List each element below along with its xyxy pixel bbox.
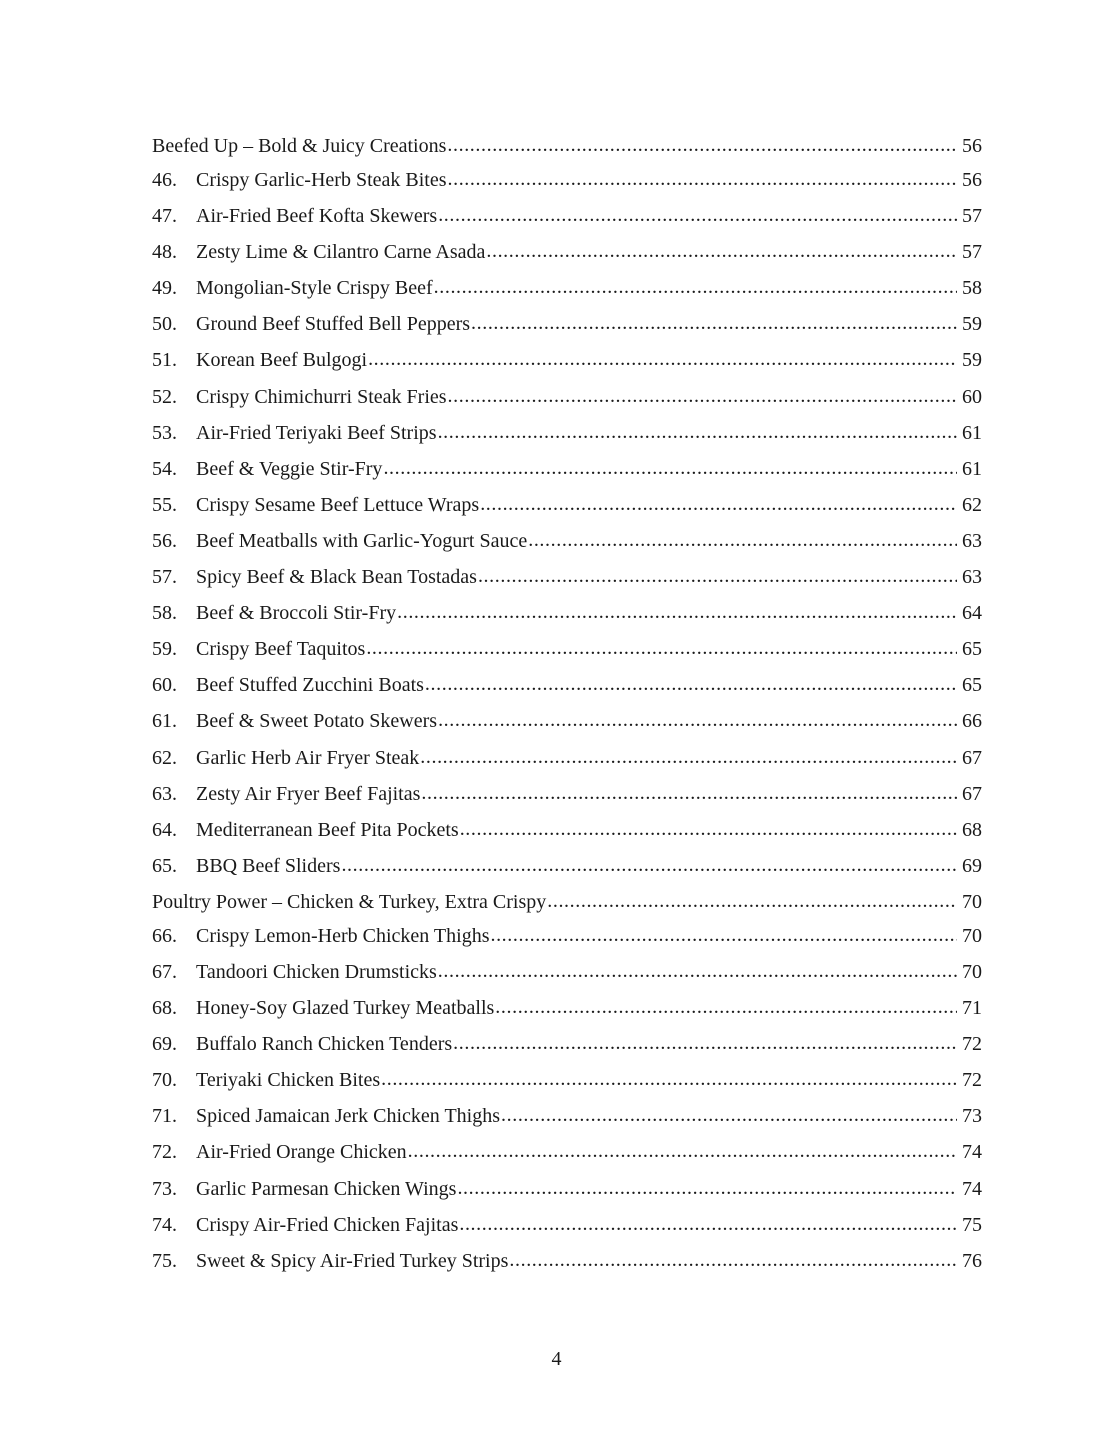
toc-entry-number: 55. (152, 493, 177, 516)
dot-leader (383, 450, 957, 486)
toc-page-number: 58 (962, 277, 982, 300)
toc-entry-number: 56. (152, 529, 177, 552)
dot-leader (448, 161, 958, 197)
toc-entry[interactable] (152, 306, 982, 342)
toc-entry-number: 66. (152, 924, 177, 947)
toc-entry-number: 69. (152, 1033, 177, 1056)
toc-entry[interactable] (152, 776, 982, 812)
toc-page-number: 67 (962, 746, 982, 769)
toc-page-number: 76 (962, 1249, 982, 1272)
toc-entry[interactable] (152, 703, 982, 739)
toc-entry[interactable] (152, 1026, 982, 1062)
dot-leader (480, 486, 957, 522)
dot-leader (368, 341, 957, 377)
toc-entry-number: 71. (152, 1105, 177, 1128)
toc-entry-number: 61. (152, 710, 177, 733)
toc-entry[interactable] (152, 990, 982, 1026)
toc-page-number: 65 (962, 638, 982, 661)
toc-page-number: 56 (962, 135, 982, 157)
toc-page-number: 74 (962, 1177, 982, 1200)
toc-entry-number: 70. (152, 1069, 177, 1092)
dot-leader (434, 269, 957, 305)
toc-entry-title: Beef & Sweet Potato Skewers (196, 710, 438, 733)
toc-page-number: 75 (962, 1213, 982, 1236)
toc-page-number: 70 (962, 890, 982, 913)
toc-entry[interactable] (152, 1171, 982, 1207)
toc-entry[interactable] (152, 848, 982, 884)
toc-entry-number: 57. (152, 566, 177, 589)
toc-entry-number: 58. (152, 602, 177, 625)
toc-entry-title: Crispy Lemon-Herb Chicken Thighs (196, 924, 490, 947)
toc-entry-number: 51. (152, 349, 177, 372)
toc-entry[interactable] (152, 1098, 982, 1134)
toc-entry-title: Honey-Soy Glazed Turkey Meatballs (196, 997, 495, 1020)
toc-entry[interactable] (152, 487, 982, 523)
toc-entry-number: 48. (152, 241, 177, 264)
dot-leader (457, 1170, 957, 1206)
dot-leader (501, 1097, 957, 1133)
toc-entry[interactable] (152, 342, 982, 378)
toc-page-number: 70 (962, 960, 982, 983)
dot-leader (448, 378, 957, 414)
toc-entry-title: Spiced Jamaican Jerk Chicken Thighs (196, 1105, 501, 1128)
dot-leader (509, 1242, 957, 1278)
toc-entry-title: Buffalo Ranch Chicken Tenders (196, 1033, 453, 1056)
toc-page-number: 69 (962, 854, 982, 877)
toc-entry-title: Garlic Parmesan Chicken Wings (196, 1177, 457, 1200)
toc-entry-number: 54. (152, 457, 177, 480)
toc-entry-title: Garlic Herb Air Fryer Steak (196, 746, 420, 769)
toc-entry-title: Ground Beef Stuffed Bell Peppers (196, 313, 471, 336)
toc-entry[interactable] (152, 1134, 982, 1170)
toc-entry-title: Crispy Air-Fried Chicken Fajitas (196, 1213, 459, 1236)
toc-entry-number: 63. (152, 782, 177, 805)
toc-entry-number: 47. (152, 205, 177, 228)
dot-leader (381, 1061, 957, 1097)
toc-entry-number: 72. (152, 1141, 177, 1164)
toc-entry[interactable] (152, 162, 982, 198)
toc-entry-title: Beef Stuffed Zucchini Boats (196, 674, 424, 697)
toc-page-number: 74 (962, 1141, 982, 1164)
toc-entry-title: Zesty Lime & Cilantro Carne Asada (196, 241, 486, 264)
dot-leader (425, 666, 957, 702)
toc-entry-title: Teriyaki Chicken Bites (196, 1069, 381, 1092)
toc-page-number: 72 (962, 1033, 982, 1056)
toc-entry-number: 74. (152, 1213, 177, 1236)
toc-entry-number: 62. (152, 746, 177, 769)
toc-entry-title: Air-Fried Teriyaki Beef Strips (196, 421, 437, 444)
dot-leader (486, 233, 957, 269)
dot-leader (397, 594, 957, 630)
toc-page-number: 66 (962, 710, 982, 733)
toc-page-number: 65 (962, 674, 982, 697)
toc-entry[interactable] (152, 234, 982, 270)
toc-entry-number: 68. (152, 997, 177, 1020)
dot-leader (438, 702, 957, 738)
toc-entry-title: Tandoori Chicken Drumsticks (196, 960, 437, 983)
toc-entry[interactable] (152, 812, 982, 848)
toc-entry[interactable] (152, 523, 982, 559)
dot-leader (460, 811, 957, 847)
toc-entry-number: 46. (152, 169, 177, 191)
toc-entry[interactable] (152, 379, 982, 415)
toc-page-number: 61 (962, 421, 982, 444)
toc-page-number: 68 (962, 818, 982, 841)
dot-leader (408, 1133, 957, 1169)
toc-entry[interactable] (152, 415, 982, 451)
toc-section-heading[interactable] (152, 128, 982, 162)
toc-entry-title: Korean Beef Bulgogi (196, 349, 368, 372)
toc-entry-number: 64. (152, 818, 177, 841)
toc-entry-title: Air-Fried Beef Kofta Skewers (196, 205, 438, 228)
toc-entry-number: 67. (152, 960, 177, 983)
toc-page-number: 57 (962, 241, 982, 264)
toc-entry-title: Beef & Veggie Stir-Fry (196, 457, 383, 480)
toc-page-number: 57 (962, 205, 982, 228)
toc-entry[interactable] (152, 559, 982, 595)
toc-page-number: 61 (962, 457, 982, 480)
dot-leader (490, 917, 957, 953)
toc-entry-title: BBQ Beef Sliders (196, 854, 341, 877)
toc-entry-title: Mongolian-Style Crispy Beef (196, 277, 433, 300)
toc-entry-title: Mediterranean Beef Pita Pockets (196, 818, 459, 841)
toc-entry[interactable] (152, 631, 982, 667)
toc-entry[interactable] (152, 1062, 982, 1098)
toc-entry-number: 50. (152, 313, 177, 336)
dot-leader (366, 630, 957, 666)
dot-leader (547, 883, 957, 919)
dot-leader (438, 197, 957, 233)
dot-leader (438, 414, 957, 450)
toc-entry-title: Spicy Beef & Black Bean Tostadas (196, 566, 477, 589)
toc-section-heading[interactable] (152, 884, 982, 918)
toc-entry[interactable] (152, 667, 982, 703)
dot-leader (471, 305, 957, 341)
dot-leader (459, 1206, 957, 1242)
page-number: 4 (551, 1348, 562, 1370)
toc-page-number: 56 (962, 169, 982, 191)
toc-entry[interactable] (152, 198, 982, 234)
toc-page-number: 59 (962, 313, 982, 336)
toc-entry[interactable] (152, 740, 982, 776)
dot-leader (447, 127, 957, 163)
toc-page-number: 67 (962, 782, 982, 805)
toc-entry-title: Crispy Sesame Beef Lettuce Wraps (196, 493, 480, 516)
table-of-contents (152, 128, 982, 1279)
dot-leader (421, 775, 957, 811)
toc-entry[interactable] (152, 270, 982, 306)
toc-entry-title: Crispy Chimichurri Steak Fries (196, 385, 447, 408)
toc-entry[interactable] (152, 1207, 982, 1243)
toc-section-title: Beefed Up – Bold & Juicy Creations (152, 135, 447, 157)
dot-leader (438, 953, 957, 989)
toc-entry-title: Crispy Beef Taquitos (196, 638, 366, 661)
toc-entry-number: 53. (152, 421, 177, 444)
toc-entry-number: 59. (152, 638, 177, 661)
toc-page-number: 60 (962, 385, 982, 408)
toc-page-number: 59 (962, 349, 982, 372)
toc-entry[interactable] (152, 595, 982, 631)
dot-leader (453, 1025, 957, 1061)
toc-entry-number: 52. (152, 385, 177, 408)
toc-entry-title: Sweet & Spicy Air-Fried Turkey Strips (196, 1249, 509, 1272)
dot-leader (341, 847, 957, 883)
toc-page-number: 64 (962, 602, 982, 625)
toc-section-title: Poultry Power – Chicken & Turkey, Extra Crispy (152, 890, 547, 913)
toc-entry[interactable] (152, 918, 982, 954)
toc-entry-number: 73. (152, 1177, 177, 1200)
toc-page-number: 71 (962, 997, 982, 1020)
toc-entry-number: 60. (152, 674, 177, 697)
toc-page-number: 62 (962, 493, 982, 516)
toc-entry-number: 49. (152, 277, 177, 300)
dot-leader (495, 989, 957, 1025)
dot-leader (420, 739, 957, 775)
toc-entry-title: Beef Meatballs with Garlic-Yogurt Sauce (196, 529, 528, 552)
toc-page-number: 72 (962, 1069, 982, 1092)
toc-page-number: 63 (962, 529, 982, 552)
toc-entry[interactable] (152, 1243, 982, 1279)
toc-entry[interactable] (152, 954, 982, 990)
toc-entry-title: Crispy Garlic-Herb Steak Bites (196, 169, 447, 191)
toc-page-number: 63 (962, 566, 982, 589)
toc-entry-number: 75. (152, 1249, 177, 1272)
dot-leader (478, 558, 957, 594)
toc-entry[interactable] (152, 451, 982, 487)
toc-page-number: 70 (962, 924, 982, 947)
toc-entry-title: Zesty Air Fryer Beef Fajitas (196, 782, 421, 805)
toc-page-number: 73 (962, 1105, 982, 1128)
toc-entry-title: Beef & Broccoli Stir-Fry (196, 602, 397, 625)
toc-entry-number: 65. (152, 854, 177, 877)
toc-entry-title: Air-Fried Orange Chicken (196, 1141, 407, 1164)
dot-leader (528, 522, 957, 558)
